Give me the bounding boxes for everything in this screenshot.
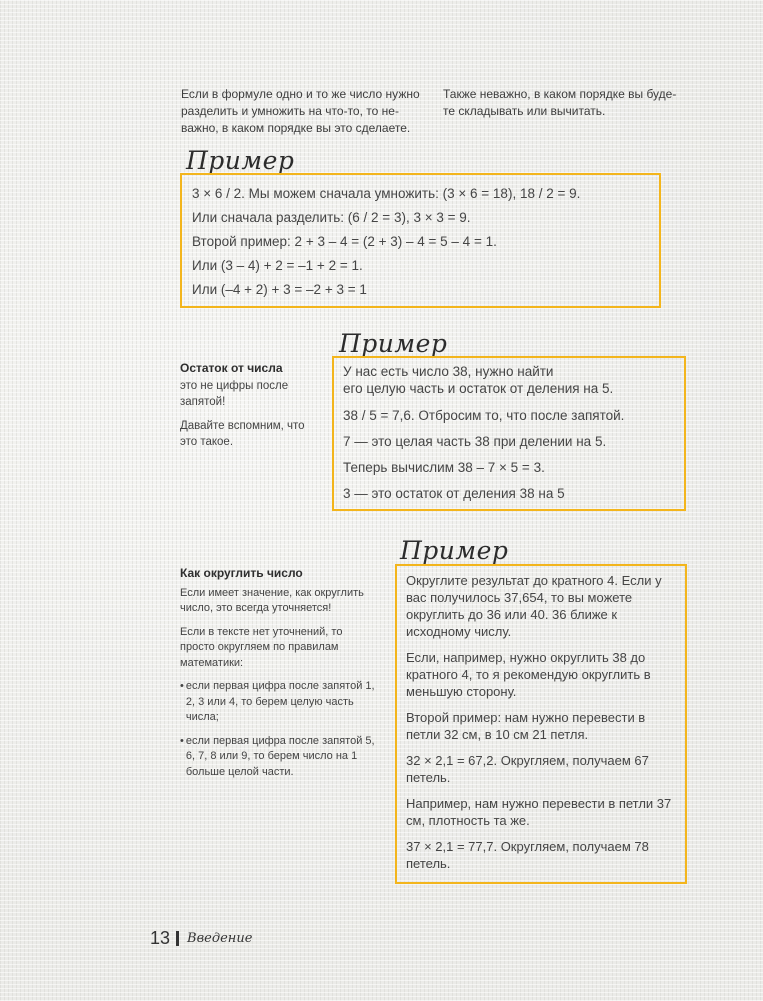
example2-line: У нас есть число 38, нужно найти	[343, 364, 554, 379]
example1-line: 3 × 6 / 2. Мы можем сначала умножить: (3 × 6 = 18), 18 / 2 = 9.	[192, 186, 581, 201]
example3-paragraph: Например, нам нужно перевести в петли 37 см, плотность та же.	[406, 796, 672, 828]
page-footer	[150, 928, 252, 949]
example2-line: 38 / 5 = 7,6. Отбросим то, что после запятой.	[343, 408, 625, 423]
rounding-bullet-text: если первая цифра после запятой 5, 6, 7, 8 или 9, то берем число на 1 больше целой части.	[185, 734, 375, 778]
intro-right-line: Также неважно, в каком порядке вы буде-	[443, 87, 677, 101]
example3-paragraph: Второй пример: нам нужно перевести в петли 32 см, в 10 см 21 петля.	[406, 710, 646, 742]
intro-right-column	[443, 86, 703, 120]
example1-line: Или (–4 + 2) + 3 = –2 + 3 = 1	[192, 282, 367, 297]
example3-heading: Пример	[400, 536, 509, 565]
remainder-column	[180, 360, 320, 458]
example2-line: 3 — это остаток от деления 38 на 5	[343, 486, 565, 501]
page-number: 13	[150, 928, 171, 948]
example2-line: 7 — это целая часть 38 при делении на 5.	[343, 434, 607, 449]
section-name: Введение	[187, 931, 253, 946]
example3-paragraph: Округлите результат до кратного 4. Если у вас получилось 37,654, то вы можете округлить до 36 или 40. 36 ближе к исходному числу.	[406, 573, 662, 639]
rounding-text: Если в тексте нет уточнений, то просто округляем по правилам математики:	[180, 625, 343, 669]
intro-left-line: Если в формуле одно и то же число нужно	[181, 87, 420, 101]
rounding-column	[180, 566, 375, 788]
example3-box	[395, 564, 687, 884]
intro-left-line: важно, в каком порядке вы это сделаете.	[181, 121, 411, 135]
example2-line: его целую часть и остаток от деления на 5.	[343, 381, 614, 396]
intro-left-line: разделить и умножить на что-то, то не-	[181, 104, 399, 118]
rounding-bullet	[180, 679, 375, 726]
rounding-bullet-text: если первая цифра после запятой 1, 2, 3 или 4, то берем целую часть числа;	[185, 680, 375, 723]
example2-heading: Пример	[339, 329, 448, 358]
remainder-text: это не цифры после запятой!	[180, 380, 289, 408]
footer-divider	[176, 931, 179, 946]
example1-heading: Пример	[186, 146, 295, 175]
rounding-bullet	[180, 734, 375, 781]
example1-line: Или (3 – 4) + 2 = –1 + 2 = 1.	[192, 258, 363, 273]
example2-line: Теперь вычислим 38 – 7 × 5 = 3.	[343, 460, 545, 475]
rounding-title: Как округлить число	[180, 566, 303, 580]
intro-left-column	[181, 86, 431, 137]
intro-right-line: те складывать или вычитать.	[443, 104, 606, 118]
example3-paragraph: 32 × 2,1 = 67,2. Округляем, получаем 67 петель.	[406, 753, 649, 785]
example2-box	[332, 356, 686, 511]
example3-paragraph: 37 × 2,1 = 77,7. Округляем, получаем 78 петель.	[406, 839, 649, 871]
bullet-icon: •	[180, 734, 184, 747]
remainder-title: Остаток от числа	[180, 361, 283, 375]
example1-line: Второй пример: 2 + 3 – 4 = (2 + 3) – 4 = 5 – 4 = 1.	[192, 234, 497, 249]
rounding-text: Если имеет значение, как округлить число, это всегда уточняется!	[180, 586, 364, 614]
bullet-icon: •	[180, 680, 184, 692]
remainder-text: Давайте вспомним, что это такое.	[180, 420, 305, 448]
example1-line: Или сначала разделить: (6 / 2 = 3), 3 × 3 = 9.	[192, 210, 471, 225]
example1-box	[180, 173, 661, 308]
example3-paragraph: Если, например, нужно округлить 38 до кратного 4, то я рекомендую округлить в меньшую сторону.	[406, 650, 651, 699]
